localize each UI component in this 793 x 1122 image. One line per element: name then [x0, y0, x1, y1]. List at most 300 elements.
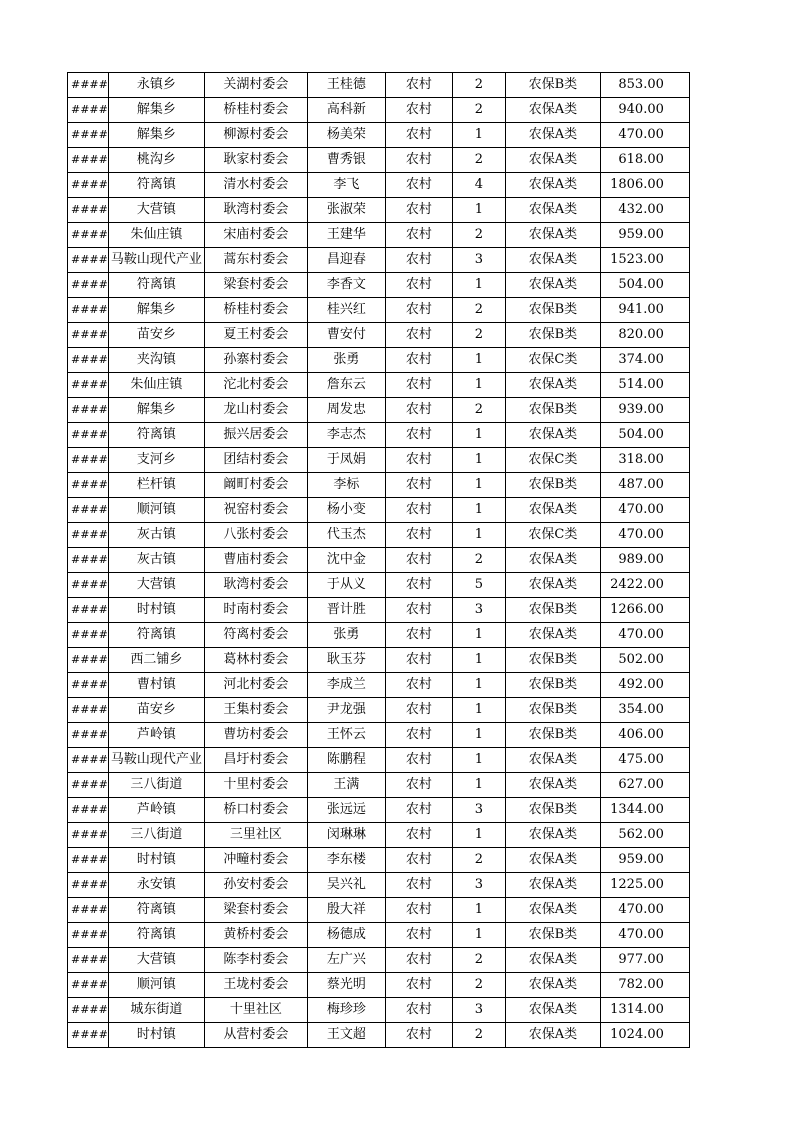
category-cell: 农保B类 — [505, 473, 600, 498]
record-id-cell: #### — [68, 548, 109, 573]
household-type-cell: 农村 — [385, 173, 452, 198]
town-cell: 曹村镇 — [108, 673, 204, 698]
table-row — [68, 448, 690, 473]
village-cell: 清水村委会 — [204, 173, 307, 198]
member-count-cell: 2 — [452, 323, 505, 348]
category-cell: 农保B类 — [505, 648, 600, 673]
amount-cell: 782.00 — [600, 973, 689, 998]
town-cell: 苗安乡 — [108, 323, 204, 348]
record-id-cell: #### — [68, 248, 109, 273]
amount-cell: 470.00 — [600, 123, 689, 148]
person-name-cell: 李标 — [307, 473, 385, 498]
member-count-cell: 2 — [452, 398, 505, 423]
village-cell: 夏王村委会 — [204, 323, 307, 348]
category-cell: 农保A类 — [505, 823, 600, 848]
member-count-cell: 2 — [452, 223, 505, 248]
village-cell: 沱北村委会 — [204, 373, 307, 398]
table-row — [68, 948, 690, 973]
person-name-cell: 杨德成 — [307, 923, 385, 948]
amount-cell: 941.00 — [600, 298, 689, 323]
village-cell: 宋庙村委会 — [204, 223, 307, 248]
person-name-cell: 于凤娟 — [307, 448, 385, 473]
table-row — [68, 698, 690, 723]
member-count-cell: 1 — [452, 723, 505, 748]
town-cell: 时村镇 — [108, 848, 204, 873]
record-id-cell: #### — [68, 773, 109, 798]
table-row — [68, 923, 690, 948]
person-name-cell: 张远远 — [307, 798, 385, 823]
person-name-cell: 李香文 — [307, 273, 385, 298]
village-cell: 孙寨村委会 — [204, 348, 307, 373]
town-cell: 栏杆镇 — [108, 473, 204, 498]
category-cell: 农保B类 — [505, 923, 600, 948]
table-row — [68, 273, 690, 298]
table-row — [68, 573, 690, 598]
household-type-cell: 农村 — [385, 923, 452, 948]
member-count-cell: 1 — [452, 498, 505, 523]
table-row — [68, 823, 690, 848]
amount-cell: 618.00 — [600, 148, 689, 173]
village-cell: 符离村委会 — [204, 623, 307, 648]
member-count-cell: 1 — [452, 623, 505, 648]
town-cell: 大营镇 — [108, 948, 204, 973]
town-cell: 符离镇 — [108, 423, 204, 448]
category-cell: 农保C类 — [505, 523, 600, 548]
record-id-cell: #### — [68, 873, 109, 898]
household-type-cell: 农村 — [385, 423, 452, 448]
amount-cell: 492.00 — [600, 673, 689, 698]
amount-cell: 475.00 — [600, 748, 689, 773]
table-row — [68, 498, 690, 523]
household-type-cell: 农村 — [385, 798, 452, 823]
record-id-cell: #### — [68, 173, 109, 198]
member-count-cell: 1 — [452, 423, 505, 448]
category-cell: 农保A类 — [505, 998, 600, 1023]
town-cell: 解集乡 — [108, 123, 204, 148]
amount-cell: 562.00 — [600, 823, 689, 848]
household-type-cell: 农村 — [385, 498, 452, 523]
household-type-cell: 农村 — [385, 398, 452, 423]
amount-cell: 374.00 — [600, 348, 689, 373]
village-cell: 曹坊村委会 — [204, 723, 307, 748]
member-count-cell: 3 — [452, 798, 505, 823]
record-id-cell: #### — [68, 798, 109, 823]
town-cell: 永安镇 — [108, 873, 204, 898]
table-row — [68, 323, 690, 348]
town-cell: 支河乡 — [108, 448, 204, 473]
town-cell: 解集乡 — [108, 98, 204, 123]
person-name-cell: 蔡光明 — [307, 973, 385, 998]
category-cell: 农保B类 — [505, 798, 600, 823]
person-name-cell: 张勇 — [307, 623, 385, 648]
table-row — [68, 123, 690, 148]
village-cell: 葛林村委会 — [204, 648, 307, 673]
record-id-cell: #### — [68, 923, 109, 948]
record-id-cell: #### — [68, 523, 109, 548]
town-cell: 解集乡 — [108, 398, 204, 423]
record-id-cell: #### — [68, 223, 109, 248]
town-cell: 顺河镇 — [108, 498, 204, 523]
village-cell: 十里村委会 — [204, 773, 307, 798]
category-cell: 农保A类 — [505, 423, 600, 448]
amount-cell: 504.00 — [600, 273, 689, 298]
member-count-cell: 2 — [452, 298, 505, 323]
household-type-cell: 农村 — [385, 548, 452, 573]
table-row — [68, 398, 690, 423]
table-row — [68, 848, 690, 873]
member-count-cell: 1 — [452, 648, 505, 673]
village-cell: 十里社区 — [204, 998, 307, 1023]
record-id-cell: #### — [68, 848, 109, 873]
record-id-cell: #### — [68, 573, 109, 598]
town-cell: 符离镇 — [108, 898, 204, 923]
record-id-cell: #### — [68, 123, 109, 148]
village-cell: 桥桂村委会 — [204, 98, 307, 123]
member-count-cell: 1 — [452, 923, 505, 948]
village-cell: 关湖村委会 — [204, 73, 307, 98]
record-id-cell: #### — [68, 473, 109, 498]
record-id-cell: #### — [68, 98, 109, 123]
town-cell: 马鞍山现代产业 — [108, 248, 204, 273]
household-type-cell: 农村 — [385, 198, 452, 223]
record-id-cell: #### — [68, 448, 109, 473]
member-count-cell: 1 — [452, 348, 505, 373]
category-cell: 农保A类 — [505, 623, 600, 648]
person-name-cell: 王桂德 — [307, 73, 385, 98]
village-cell: 桥桂村委会 — [204, 298, 307, 323]
household-type-cell: 农村 — [385, 823, 452, 848]
table-row — [68, 473, 690, 498]
person-name-cell: 曹安付 — [307, 323, 385, 348]
household-type-cell: 农村 — [385, 973, 452, 998]
category-cell: 农保A类 — [505, 773, 600, 798]
amount-cell: 406.00 — [600, 723, 689, 748]
amount-cell: 1806.00 — [600, 173, 689, 198]
person-name-cell: 闵琳琳 — [307, 823, 385, 848]
person-name-cell: 李东楼 — [307, 848, 385, 873]
person-name-cell: 李志杰 — [307, 423, 385, 448]
member-count-cell: 1 — [452, 523, 505, 548]
village-cell: 龙山村委会 — [204, 398, 307, 423]
town-cell: 符离镇 — [108, 923, 204, 948]
table-row — [68, 523, 690, 548]
person-name-cell: 殷大祥 — [307, 898, 385, 923]
household-type-cell: 农村 — [385, 848, 452, 873]
household-type-cell: 农村 — [385, 123, 452, 148]
category-cell: 农保A类 — [505, 498, 600, 523]
village-cell: 八张村委会 — [204, 523, 307, 548]
member-count-cell: 2 — [452, 73, 505, 98]
record-id-cell: #### — [68, 998, 109, 1023]
person-name-cell: 代玉杰 — [307, 523, 385, 548]
town-cell: 朱仙庄镇 — [108, 223, 204, 248]
village-cell: 耿家村委会 — [204, 148, 307, 173]
member-count-cell: 2 — [452, 973, 505, 998]
village-cell: 振兴居委会 — [204, 423, 307, 448]
category-cell: 农保B类 — [505, 723, 600, 748]
person-name-cell: 张勇 — [307, 348, 385, 373]
category-cell: 农保B类 — [505, 298, 600, 323]
household-type-cell: 农村 — [385, 73, 452, 98]
table-row — [68, 748, 690, 773]
category-cell: 农保A类 — [505, 273, 600, 298]
town-cell: 符离镇 — [108, 173, 204, 198]
village-cell: 陈李村委会 — [204, 948, 307, 973]
household-type-cell: 农村 — [385, 473, 452, 498]
table-row — [68, 298, 690, 323]
member-count-cell: 3 — [452, 873, 505, 898]
amount-cell: 940.00 — [600, 98, 689, 123]
town-cell: 灰古镇 — [108, 548, 204, 573]
category-cell: 农保A类 — [505, 1023, 600, 1048]
village-cell: 时南村委会 — [204, 598, 307, 623]
member-count-cell: 1 — [452, 823, 505, 848]
record-id-cell: #### — [68, 948, 109, 973]
household-type-cell: 农村 — [385, 223, 452, 248]
member-count-cell: 2 — [452, 98, 505, 123]
amount-cell: 432.00 — [600, 198, 689, 223]
village-cell: 柳源村委会 — [204, 123, 307, 148]
amount-cell: 939.00 — [600, 398, 689, 423]
amount-cell: 1523.00 — [600, 248, 689, 273]
category-cell: 农保A类 — [505, 748, 600, 773]
household-type-cell: 农村 — [385, 773, 452, 798]
person-name-cell: 王建华 — [307, 223, 385, 248]
table-row — [68, 548, 690, 573]
town-cell: 永镇乡 — [108, 73, 204, 98]
amount-cell: 820.00 — [600, 323, 689, 348]
amount-cell: 959.00 — [600, 848, 689, 873]
member-count-cell: 1 — [452, 773, 505, 798]
town-cell: 解集乡 — [108, 298, 204, 323]
amount-cell: 470.00 — [600, 923, 689, 948]
table-row — [68, 973, 690, 998]
person-name-cell: 吴兴礼 — [307, 873, 385, 898]
record-id-cell: #### — [68, 148, 109, 173]
table-row — [68, 898, 690, 923]
record-id-cell: #### — [68, 198, 109, 223]
town-cell: 芦岭镇 — [108, 723, 204, 748]
household-type-cell: 农村 — [385, 298, 452, 323]
member-count-cell: 1 — [452, 473, 505, 498]
town-cell: 朱仙庄镇 — [108, 373, 204, 398]
record-id-cell: #### — [68, 823, 109, 848]
member-count-cell: 1 — [452, 448, 505, 473]
person-name-cell: 陈鹏程 — [307, 748, 385, 773]
person-name-cell: 晋计胜 — [307, 598, 385, 623]
village-cell: 昌圩村委会 — [204, 748, 307, 773]
member-count-cell: 1 — [452, 373, 505, 398]
person-name-cell: 桂兴红 — [307, 298, 385, 323]
household-type-cell: 农村 — [385, 948, 452, 973]
record-id-cell: #### — [68, 748, 109, 773]
member-count-cell: 2 — [452, 1023, 505, 1048]
household-type-cell: 农村 — [385, 348, 452, 373]
member-count-cell: 1 — [452, 273, 505, 298]
member-count-cell: 2 — [452, 948, 505, 973]
record-id-cell: #### — [68, 423, 109, 448]
category-cell: 农保A类 — [505, 98, 600, 123]
household-type-cell: 农村 — [385, 723, 452, 748]
category-cell: 农保C类 — [505, 448, 600, 473]
household-type-cell: 农村 — [385, 373, 452, 398]
amount-cell: 487.00 — [600, 473, 689, 498]
category-cell: 农保C类 — [505, 348, 600, 373]
amount-cell: 470.00 — [600, 623, 689, 648]
person-name-cell: 高科新 — [307, 98, 385, 123]
person-name-cell: 周发忠 — [307, 398, 385, 423]
town-cell: 顺河镇 — [108, 973, 204, 998]
member-count-cell: 3 — [452, 998, 505, 1023]
table-row — [68, 673, 690, 698]
person-name-cell: 杨小变 — [307, 498, 385, 523]
amount-cell: 2422.00 — [600, 573, 689, 598]
village-cell: 梁套村委会 — [204, 273, 307, 298]
town-cell: 时村镇 — [108, 1023, 204, 1048]
record-id-cell: #### — [68, 73, 109, 98]
village-cell: 河北村委会 — [204, 673, 307, 698]
amount-cell: 470.00 — [600, 898, 689, 923]
village-cell: 黄桥村委会 — [204, 923, 307, 948]
village-cell: 王集村委会 — [204, 698, 307, 723]
town-cell: 三八街道 — [108, 773, 204, 798]
category-cell: 农保A类 — [505, 548, 600, 573]
village-cell: 冲疃村委会 — [204, 848, 307, 873]
category-cell: 农保A类 — [505, 148, 600, 173]
member-count-cell: 1 — [452, 898, 505, 923]
person-name-cell: 耿玉芬 — [307, 648, 385, 673]
record-id-cell: #### — [68, 598, 109, 623]
town-cell: 苗安乡 — [108, 698, 204, 723]
record-id-cell: #### — [68, 273, 109, 298]
category-cell: 农保B类 — [505, 398, 600, 423]
table-row — [68, 223, 690, 248]
table-row — [68, 73, 690, 98]
roster-body — [68, 73, 690, 1048]
person-name-cell: 王怀云 — [307, 723, 385, 748]
amount-cell: 1314.00 — [600, 998, 689, 1023]
category-cell: 农保A类 — [505, 898, 600, 923]
amount-cell: 502.00 — [600, 648, 689, 673]
record-id-cell: #### — [68, 298, 109, 323]
village-cell: 三里社区 — [204, 823, 307, 848]
town-cell: 西二铺乡 — [108, 648, 204, 673]
household-type-cell: 农村 — [385, 623, 452, 648]
amount-cell: 470.00 — [600, 523, 689, 548]
table-row — [68, 198, 690, 223]
member-count-cell: 1 — [452, 198, 505, 223]
person-name-cell: 沈中金 — [307, 548, 385, 573]
village-cell: 梁套村委会 — [204, 898, 307, 923]
town-cell: 夹沟镇 — [108, 348, 204, 373]
village-cell: 蒿东村委会 — [204, 248, 307, 273]
category-cell: 农保B类 — [505, 673, 600, 698]
amount-cell: 1024.00 — [600, 1023, 689, 1048]
town-cell: 桃沟乡 — [108, 148, 204, 173]
village-cell: 王垅村委会 — [204, 973, 307, 998]
table-row — [68, 723, 690, 748]
table-row — [68, 623, 690, 648]
category-cell: 农保A类 — [505, 973, 600, 998]
table-row — [68, 148, 690, 173]
record-id-cell: #### — [68, 398, 109, 423]
record-id-cell: #### — [68, 723, 109, 748]
member-count-cell: 1 — [452, 748, 505, 773]
household-type-cell: 农村 — [385, 648, 452, 673]
village-cell: 从营村委会 — [204, 1023, 307, 1048]
member-count-cell: 3 — [452, 598, 505, 623]
household-type-cell: 农村 — [385, 523, 452, 548]
household-type-cell: 农村 — [385, 748, 452, 773]
household-type-cell: 农村 — [385, 873, 452, 898]
record-id-cell: #### — [68, 348, 109, 373]
town-cell: 大营镇 — [108, 573, 204, 598]
amount-cell: 470.00 — [600, 498, 689, 523]
table-row — [68, 173, 690, 198]
household-type-cell: 农村 — [385, 148, 452, 173]
subsidy-roster-table — [67, 72, 690, 1048]
member-count-cell: 3 — [452, 248, 505, 273]
town-cell: 城东街道 — [108, 998, 204, 1023]
record-id-cell: #### — [68, 648, 109, 673]
category-cell: 农保A类 — [505, 573, 600, 598]
household-type-cell: 农村 — [385, 573, 452, 598]
town-cell: 灰古镇 — [108, 523, 204, 548]
household-type-cell: 农村 — [385, 98, 452, 123]
person-name-cell: 昌迎春 — [307, 248, 385, 273]
member-count-cell: 4 — [452, 173, 505, 198]
table-row — [68, 598, 690, 623]
village-cell: 祝窑村委会 — [204, 498, 307, 523]
person-name-cell: 左广兴 — [307, 948, 385, 973]
person-name-cell: 杨美荣 — [307, 123, 385, 148]
member-count-cell: 1 — [452, 698, 505, 723]
category-cell: 农保A类 — [505, 173, 600, 198]
category-cell: 农保A类 — [505, 873, 600, 898]
amount-cell: 627.00 — [600, 773, 689, 798]
table-row — [68, 98, 690, 123]
category-cell: 农保A类 — [505, 948, 600, 973]
record-id-cell: #### — [68, 498, 109, 523]
category-cell: 农保A类 — [505, 198, 600, 223]
village-cell: 团结村委会 — [204, 448, 307, 473]
village-cell: 耿湾村委会 — [204, 198, 307, 223]
amount-cell: 514.00 — [600, 373, 689, 398]
table-row — [68, 348, 690, 373]
record-id-cell: #### — [68, 623, 109, 648]
record-id-cell: #### — [68, 323, 109, 348]
household-type-cell: 农村 — [385, 673, 452, 698]
table-row — [68, 248, 690, 273]
person-name-cell: 张淑荣 — [307, 198, 385, 223]
person-name-cell: 于从义 — [307, 573, 385, 598]
town-cell: 大营镇 — [108, 198, 204, 223]
member-count-cell: 2 — [452, 848, 505, 873]
amount-cell: 959.00 — [600, 223, 689, 248]
category-cell: 农保A类 — [505, 848, 600, 873]
table-row — [68, 373, 690, 398]
household-type-cell: 农村 — [385, 273, 452, 298]
village-cell: 曹庙村委会 — [204, 548, 307, 573]
amount-cell: 977.00 — [600, 948, 689, 973]
person-name-cell: 李飞 — [307, 173, 385, 198]
village-cell: 孙安村委会 — [204, 873, 307, 898]
town-cell: 马鞍山现代产业 — [108, 748, 204, 773]
town-cell: 三八街道 — [108, 823, 204, 848]
household-type-cell: 农村 — [385, 323, 452, 348]
person-name-cell: 曹秀银 — [307, 148, 385, 173]
town-cell: 时村镇 — [108, 598, 204, 623]
